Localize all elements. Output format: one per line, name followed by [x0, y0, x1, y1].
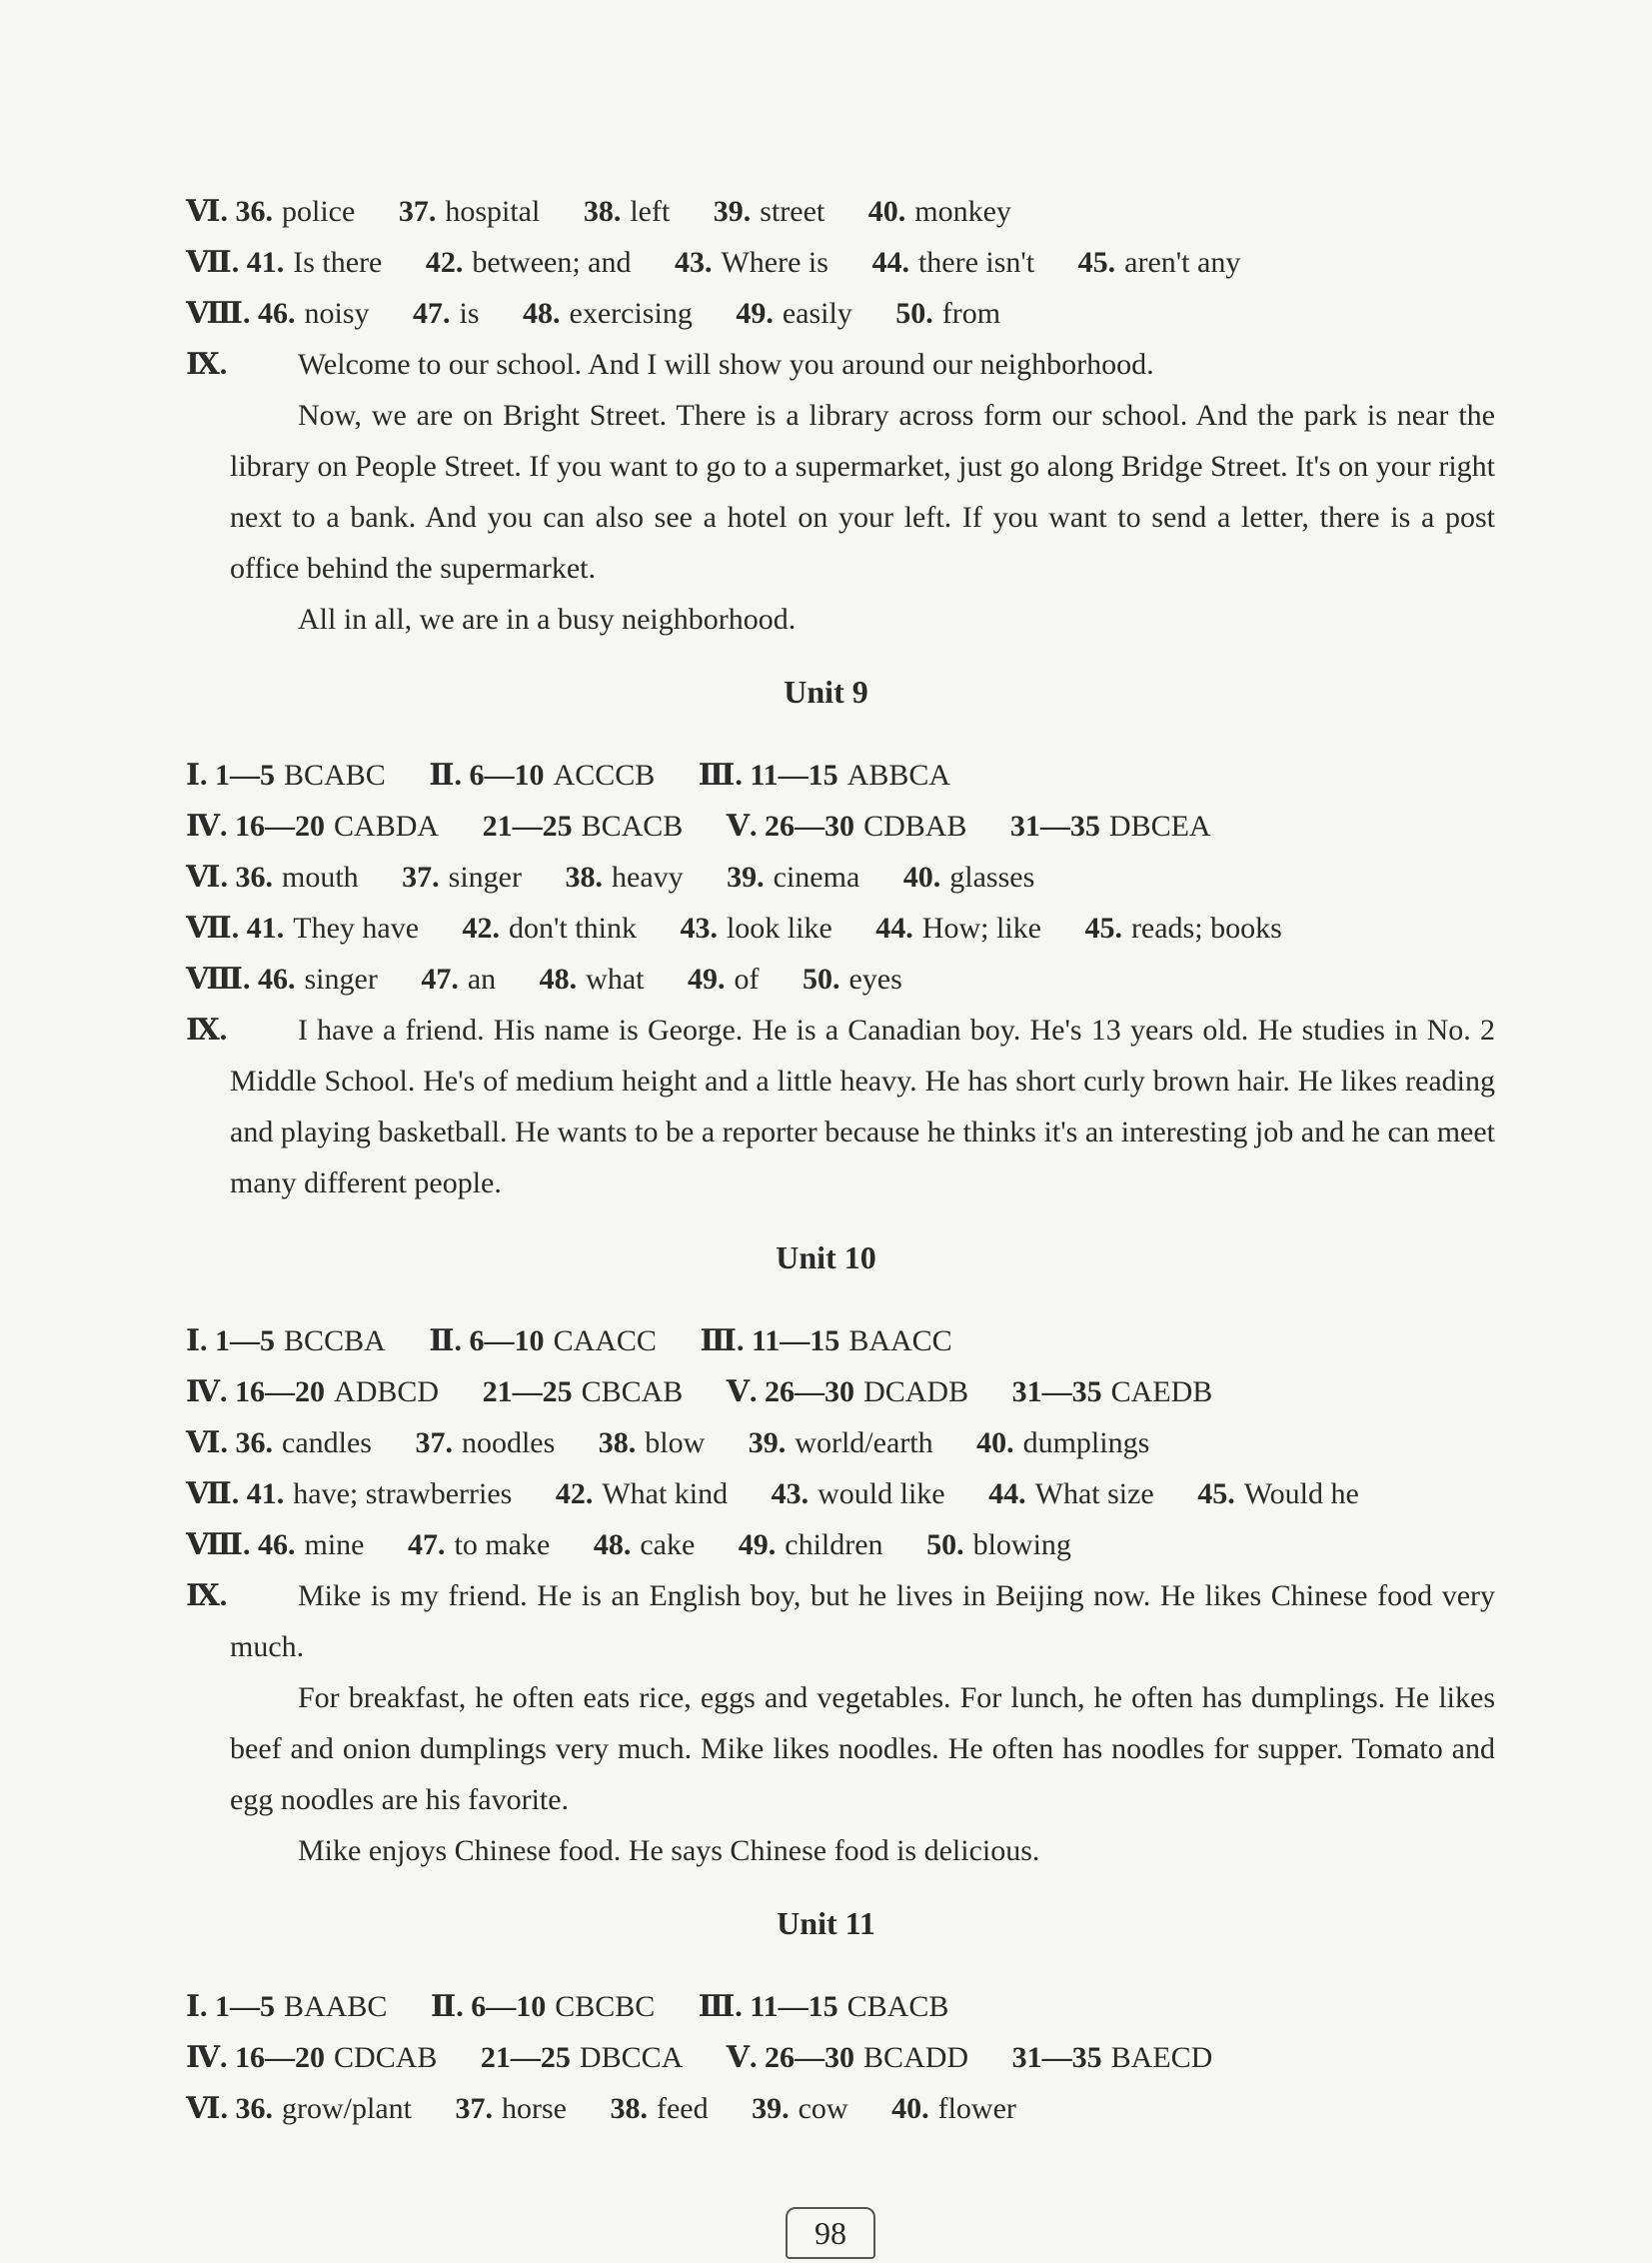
answer-line: Ⅶ. 41. They have 42. don't think 43. look like 44. How; like 45. reads; books: [186, 912, 1282, 945]
essay-paragraph: Welcome to our school. And I will show you around our neighborhood.: [298, 348, 1154, 381]
unit-heading: Unit 11: [777, 1905, 875, 1941]
answer-line: Ⅷ. 46. singer 47. an 48. what 49. of 50. eyes: [186, 963, 902, 996]
essay-paragraph: For breakfast, he often eats rice, eggs and vegetables. For lunch, he often has dumplings. He likes beef and onion dumplings very much. Mike likes noodles. He often has noodles for supper. Tomato and egg noodles are his favorite.: [230, 1681, 1495, 1816]
answer-line: Ⅰ. 1—5 BCCBA Ⅱ. 6—10 CAACC Ⅲ. 11—15 BAACC: [186, 1324, 952, 1357]
essay-label: Ⅸ.: [186, 1579, 228, 1612]
unit-heading: Unit 10: [776, 1239, 876, 1275]
answer-line-s1-vi: Ⅵ. 36. police 37. hospital 38. left 39. street 40. monkey: [186, 195, 1011, 228]
essay-paragraph: I have a friend. His name is George. He is a Canadian boy. He's 13 years old. He studies in No. 2 Middle School. He's of medium height and a little heavy. He has short curly brown hair. He likes reading and playing basketball. He wants to be a reporter because he thinks it's an interesting job and he can meet many different people.: [230, 1014, 1495, 1199]
page-number: 98: [786, 2207, 875, 2259]
answer-line: Ⅰ. 1—5 BCABC Ⅱ. 6—10 ACCCB Ⅲ. 11—15 ABBCA: [186, 759, 951, 792]
answer-line: Ⅰ. 1—5 BAABC Ⅱ. 6—10 CBCBC Ⅲ. 11—15 CBACB: [186, 1990, 949, 2023]
answer-line: Ⅵ. 36. grow/plant 37. horse 38. feed 39. cow 40. flower: [186, 2092, 1016, 2125]
answer-line: Ⅶ. 41. have; strawberries 42. What kind 43. would like 44. What size 45. Would he: [186, 1477, 1359, 1510]
answer-line: Ⅵ. 36. candles 37. noodles 38. blow 39. world/earth 40. dumplings: [186, 1426, 1150, 1459]
essay-label-s1: Ⅸ.: [186, 348, 228, 381]
answer-line-s1-vii: Ⅶ. 41. Is there 42. between; and 43. Where is 44. there isn't 45. aren't any: [186, 246, 1241, 279]
answer-line: Ⅳ. 16—20 CDCAB 21—25 DBCCA Ⅴ. 26—30 BCADD 31—35 BAECD: [186, 2041, 1213, 2074]
unit-heading: Unit 9: [784, 674, 868, 710]
essay-label: Ⅸ.: [186, 1014, 228, 1047]
essay-paragraph: Mike enjoys Chinese food. He says Chinese food is delicious.: [298, 1834, 1040, 1867]
essay-paragraph: All in all, we are in a busy neighborhood.: [298, 603, 797, 636]
answer-line-s1-viii: Ⅷ. 46. noisy 47. is 48. exercising 49. easily 50. from: [186, 297, 1001, 330]
answer-line: Ⅵ. 36. mouth 37. singer 38. heavy 39. cinema 40. glasses: [186, 861, 1035, 894]
answer-line: Ⅳ. 16—20 ADBCD 21—25 CBCAB Ⅴ. 26—30 DCADB 31—35 CAEDB: [186, 1375, 1213, 1408]
essay-paragraph: Mike is my friend. He is an English boy, but he lives in Beijing now. He likes Chinese food very much.: [230, 1579, 1495, 1663]
answer-line: Ⅳ. 16—20 CABDA 21—25 BCACB Ⅴ. 26—30 CDBAB 31—35 DBCEA: [186, 810, 1211, 843]
answer-line: Ⅷ. 46. mine 47. to make 48. cake 49. children 50. blowing: [186, 1528, 1071, 1561]
essay-paragraph: Now, we are on Bright Street. There is a library across form our school. And the park is near the library on People Street. If you want to go to a supermarket, just go along Bridge Street. It's on your right next to a bank. And you can also see a hotel on your left. If you want to send a letter, there is a post office behind the supermarket.: [230, 399, 1495, 585]
